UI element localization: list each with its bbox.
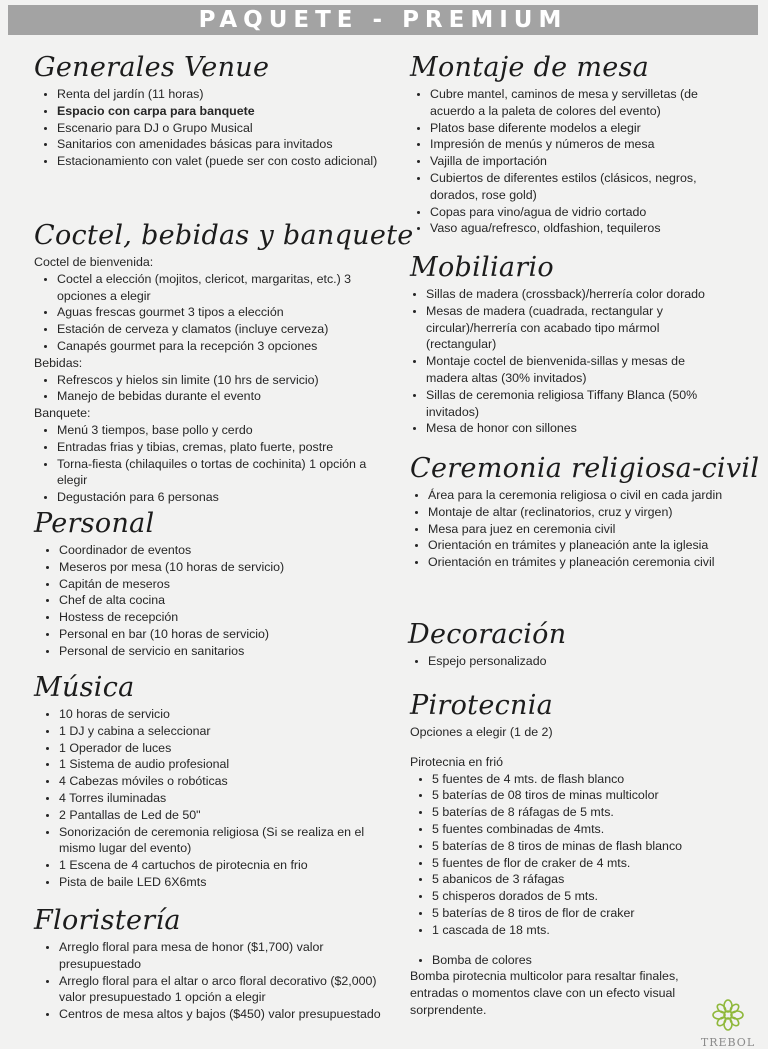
list-item: • Capitán de meseros [59, 576, 389, 593]
section-musica [34, 672, 389, 891]
section-pirotecnia [410, 690, 730, 1019]
section-ceremonia [410, 453, 760, 571]
pirotecnia-bomba-list [410, 952, 730, 969]
list-item: • Hostess de recepción [59, 609, 389, 626]
list-item: • Sillas de madera (crossback)/herrería color dorado [426, 286, 730, 303]
mobiliario-list [410, 286, 730, 437]
list-item: • 5 chisperos dorados de 5 mts. [432, 888, 730, 905]
list-item: • 1 cascada de 18 mts. [432, 922, 730, 939]
list-item: • 1 Escena de 4 cartuchos de pirotecnia en frio [59, 857, 389, 874]
list-item: • Espacio con carpa para banquete [57, 103, 389, 120]
list-item: • Mesa para juez en ceremonia civil [428, 521, 730, 538]
list-item: • 10 horas de servicio [59, 706, 389, 723]
pirotecnia-bomba-desc: Bomba pirotecnia multicolor para resaltar finales, entradas o momentos clave con un efecto visual sorprendente. [410, 969, 679, 1017]
list-item: • Sanitarios con amenidades básicas para invitados [57, 136, 389, 153]
list-item: • Renta del jardín (11 horas) [57, 86, 389, 103]
page-title: PAQUETE - PREMIUM [198, 7, 568, 33]
section-heading: Decoración [408, 619, 567, 650]
list-item: • Refrescos y hielos sin limite (10 hrs de servicio) [57, 372, 389, 389]
pirotecnia-frio-list [410, 771, 730, 939]
list-item: • Aguas frescas gourmet 3 tipos a elección [57, 304, 389, 321]
list-item: • 4 Torres iluminadas [59, 790, 389, 807]
list-item: • Vaso agua/refresco, oldfashion, tequileros [430, 220, 730, 237]
list-item: • Escenario para DJ o Grupo Musical [57, 120, 389, 137]
list-item: • Centros de mesa altos y bajos ($450) valor presupuestado [59, 1006, 404, 1023]
pirotecnia-options-label: Opciones a elegir (1 de 2) [410, 725, 553, 739]
section-generales [34, 52, 389, 170]
musica-list [34, 706, 389, 891]
section-coctel [34, 220, 414, 506]
section-heading: Floristería [34, 905, 181, 936]
list-item: • 5 baterías de 8 tiros de minas de flash blanco [432, 838, 730, 855]
list-item: • Coordinador de eventos [59, 542, 389, 559]
list-item: • Estacionamiento con valet (puede ser con costo adicional) [57, 153, 389, 170]
list-item: • 5 fuentes de 4 mts. de flash blanco [432, 771, 730, 788]
list-item: • Copas para vino/agua de vidrio cortado [430, 204, 730, 221]
list-item: • Chef de alta cocina [59, 592, 389, 609]
list-item: • Vajilla de importación [430, 153, 730, 170]
ceremonia-list [410, 487, 730, 571]
list-item: • 1 Operador de luces [59, 740, 389, 757]
list-item: • Mesas de madera (cuadrada, rectangular y circular)/herrería con acabado tipo mármol (rectangular) [426, 303, 730, 353]
list-item: • Pista de baile LED 6X6mts [59, 874, 389, 891]
list-item: • Manejo de bebidas durante el evento [57, 388, 389, 405]
list-item: • 5 fuentes de flor de craker de 4 mts. [432, 855, 730, 872]
list-item: • Montaje coctel de bienvenida-sillas y mesas de madera altas (30% invitados) [426, 353, 730, 387]
section-montaje [410, 52, 730, 237]
list-item: • Cubre mantel, caminos de mesa y servilletas (de acuerdo a la paleta de colores del evento) [430, 86, 730, 120]
subsection-label: Bebidas: [34, 355, 83, 370]
list-item: • Cubiertos de diferentes estilos (clásicos, negros, dorados, rose gold) [430, 170, 730, 204]
clover-mandala-icon [710, 998, 746, 1032]
list-item: • Montaje de altar (reclinatorios, cruz y virgen) [428, 504, 730, 521]
section-heading: Pirotecnia [410, 690, 554, 721]
list-item: • Entradas frias y tibias, cremas, plato fuerte, postre [57, 439, 389, 456]
list-item: • Personal en bar (10 horas de servicio) [59, 626, 389, 643]
list-item: • 1 Sistema de audio profesional [59, 756, 389, 773]
section-heading: Montaje de mesa [410, 52, 650, 83]
list-item: • Menú 3 tiempos, base pollo y cerdo [57, 422, 389, 439]
list-item: • Arreglo floral para mesa de honor ($1,700) valor presupuestado [59, 939, 404, 973]
list-item: • Orientación en trámites y planeación ante la iglesia [428, 537, 730, 554]
list-item: • Personal de servicio en sanitarios [59, 643, 389, 660]
montaje-list [410, 86, 730, 237]
list-item: • Platos base diferente modelos a elegir [430, 120, 730, 137]
list-item: • Sillas de ceremonia religiosa Tiffany Blanca (50% invitados) [426, 387, 730, 421]
list-item: • Canapés gourmet para la recepción 3 opciones [57, 338, 389, 355]
list-item: • 5 baterías de 8 tiros de flor de craker [432, 905, 730, 922]
list-item: • Torna-fiesta (chilaquiles o tortas de cochinita) 1 opción a elegir [57, 456, 389, 490]
banquete-list [34, 422, 389, 506]
list-item: • 5 fuentes combinadas de 4mts. [432, 821, 730, 838]
section-heading: Coctel, bebidas y banquete [34, 220, 414, 251]
list-item: • Meseros por mesa (10 horas de servicio) [59, 559, 389, 576]
generales-list [34, 86, 389, 170]
section-heading: Ceremonia religiosa-civil [410, 453, 760, 484]
subsection-label: Coctel de bienvenida: [34, 255, 154, 269]
section-personal [34, 508, 389, 660]
section-mobiliario [410, 252, 730, 437]
bebidas-list [34, 372, 389, 406]
list-item: • Estación de cerveza y clamatos (incluye cerveza) [57, 321, 389, 338]
list-item: • Espejo personalizado [428, 653, 728, 670]
section-heading: Mobiliario [410, 252, 554, 283]
list-item: • 5 baterías de 08 tiros de minas multicolor [432, 787, 730, 804]
list-item: • 4 Cabezas móviles o robóticas [59, 773, 389, 790]
list-item: • Degustación para 6 personas [57, 489, 389, 506]
logo-text: TREBOL [700, 1036, 756, 1049]
section-heading: Generales Venue [34, 52, 270, 83]
decoracion-list [408, 653, 728, 670]
list-item: • Impresión de menús y números de mesa [430, 136, 730, 153]
pirotecnia-frio-label: Pirotecnia en frió [410, 754, 503, 769]
list-item: • 1 DJ y cabina a seleccionar [59, 723, 389, 740]
trebol-logo [700, 998, 756, 1048]
section-floristeria [34, 905, 404, 1023]
section-decoracion [408, 619, 728, 670]
section-heading: Música [34, 672, 135, 703]
list-item: • Mesa de honor con sillones [426, 420, 730, 437]
section-heading: Personal [34, 508, 155, 539]
list-item: • Área para la ceremonia religiosa o civil en cada jardin [428, 487, 730, 504]
list-item: • Bomba de colores [432, 952, 730, 969]
list-item: • 2 Pantallas de Led de 50" [59, 807, 389, 824]
personal-list [34, 542, 389, 660]
bienvenida-list [34, 271, 389, 355]
list-item: • 5 baterías de 8 ráfagas de 5 mts. [432, 804, 730, 821]
list-item: • Orientación en trámites y planeación ceremonia civil [428, 554, 730, 571]
title-banner [8, 5, 758, 35]
list-item: • Sonorización de ceremonia religiosa (Si se realiza en el mismo lugar del evento) [59, 824, 389, 858]
list-item: • 5 abanicos de 3 ráfagas [432, 871, 730, 888]
list-item: • Arreglo floral para el altar o arco floral decorativo ($2,000) valor presupuestado 1 opción a elegir [59, 973, 404, 1007]
list-item: • Coctel a elección (mojitos, clericot, margaritas, etc.) 3 opciones a elegir [57, 271, 389, 305]
subsection-label: Banquete: [34, 406, 91, 421]
floristeria-list [34, 939, 404, 1023]
